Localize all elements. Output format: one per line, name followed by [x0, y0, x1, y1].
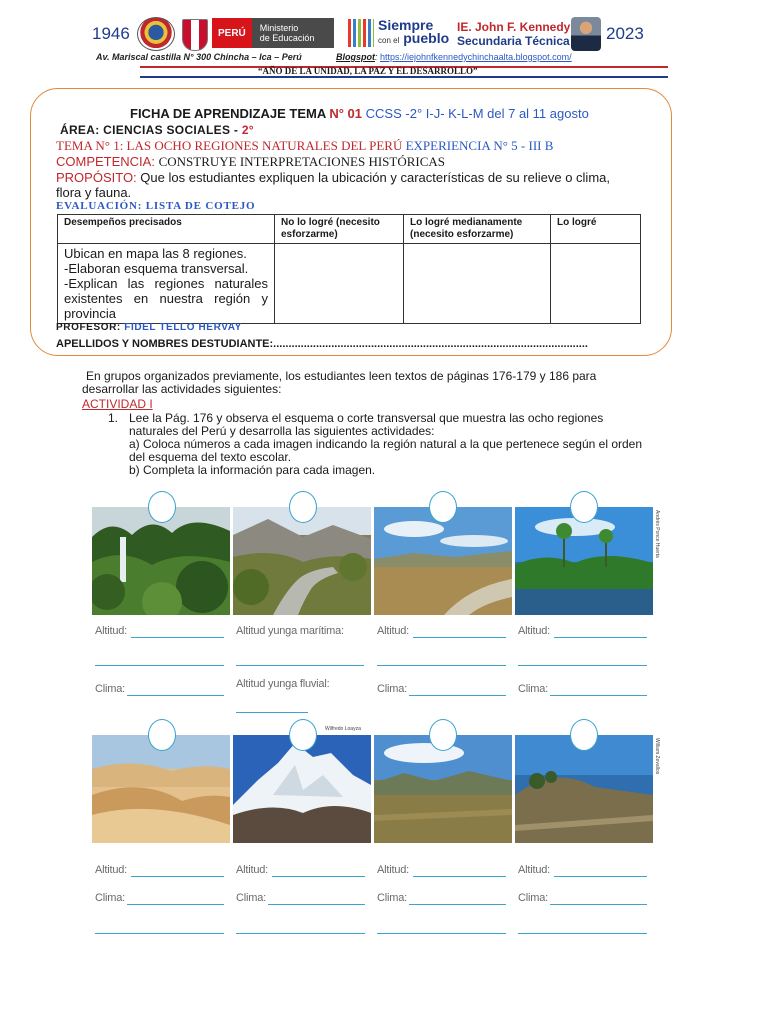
- field-clima: Clima:: [377, 892, 407, 904]
- photo-forest-waterfall: [92, 507, 230, 615]
- check-cell-logre[interactable]: [551, 244, 641, 324]
- blogspot-line: Blogspot: https://iejohnfkennedychinchaalta.blogspot.com/: [336, 52, 572, 62]
- header-rule-blue: [140, 76, 668, 78]
- blogspot-link[interactable]: https://iejohnfkennedychinchaalta.blogspot.com/: [380, 52, 572, 62]
- activities-intro: En grupos organizados previamente, los estudiantes leen textos de páginas 176-179 y 186 para desarrollar las actividades siguientes:: [82, 369, 597, 396]
- profesor-line: [56, 322, 242, 333]
- field-clima: Clima:: [377, 683, 407, 695]
- number-circle[interactable]: [570, 719, 598, 751]
- field-altitud: Altitud:: [518, 625, 551, 637]
- answer-line[interactable]: [95, 665, 224, 666]
- field-altitud: Altitud:: [377, 625, 410, 637]
- number-circle[interactable]: [570, 491, 598, 523]
- student-name-dots: .......................................................................................................: [273, 338, 588, 350]
- field-clima: Clima:: [95, 892, 125, 904]
- field-clima: Clima:: [95, 683, 125, 695]
- evaluation-title: EVALUACIÓN: LISTA DE COTEJO: [56, 200, 256, 212]
- row-line: Ubican en mapa las 8 regiones.: [64, 246, 247, 261]
- sub-item-a: a) Coloca números a cada imagen indicando la región natural a la que pertenece según el orden del esquema del texto escolar.: [129, 437, 643, 464]
- number-circle[interactable]: [148, 719, 176, 751]
- answer-line[interactable]: [413, 876, 506, 877]
- proposito-text: Que los estudiantes expliquen la ubicación y características de su relieve o clima, flora y fauna.: [56, 170, 610, 200]
- activity-title: ACTIVIDAD I: [82, 397, 153, 411]
- photo-puna-plateau: [374, 735, 512, 843]
- field-clima: Clima:: [236, 892, 266, 904]
- photo-desert-dunes: [92, 735, 230, 843]
- th-logre: Lo logré: [551, 215, 641, 244]
- answer-line[interactable]: [131, 637, 224, 638]
- field-altitud: Altitud:: [518, 864, 551, 876]
- field-altitud: Altitud:: [95, 625, 128, 637]
- photo-highland-plain: [374, 507, 512, 615]
- th-no-logre: No lo logré (necesito esforzarme): [275, 215, 404, 244]
- ficha-number: N° 01: [329, 106, 363, 121]
- answer-line[interactable]: [131, 876, 224, 877]
- slogan-small: con el: [378, 36, 400, 45]
- answer-line[interactable]: [554, 637, 647, 638]
- ficha-title-line: [130, 106, 589, 121]
- tema-label: TEMA N° 1: LAS OCHO REGIONES NATURALES DEL: [56, 138, 366, 153]
- proposito-block: [56, 170, 626, 200]
- answer-line[interactable]: [127, 695, 224, 696]
- answer-line[interactable]: [268, 904, 365, 905]
- number-circle[interactable]: [148, 491, 176, 523]
- number-circle[interactable]: [289, 491, 317, 523]
- slogan-line2: pueblo: [403, 30, 450, 46]
- answer-line[interactable]: [550, 904, 647, 905]
- item-number: 1.: [108, 411, 119, 425]
- area-label: ÁREA: CIENCIAS SOCIALES -: [60, 123, 239, 137]
- ficha-title: FICHA DE APRENDIZAJE TEMA: [130, 106, 326, 121]
- field-altitud: Altitud:: [95, 864, 128, 876]
- table-row: [58, 244, 641, 324]
- portrait-image: [571, 17, 601, 51]
- photo-jungle-river: [515, 507, 653, 615]
- answer-line[interactable]: [127, 904, 224, 905]
- tema-experiencia: EXPERIENCIA N° 5 - III B: [405, 138, 554, 153]
- sub-item-b: b) Completa la información para cada imagen.: [129, 463, 376, 477]
- answer-line[interactable]: [377, 665, 506, 666]
- answer-line[interactable]: [236, 712, 308, 713]
- competencia-label: COMPETENCIA:: [56, 154, 155, 169]
- photo-credit: Andrés Ponce Huerta: [654, 510, 660, 558]
- answer-line[interactable]: [236, 665, 364, 666]
- blogspot-label: Blogspot: [336, 52, 375, 62]
- th-desempenos: Desempeños precisados: [58, 215, 275, 244]
- check-cell-no-logre[interactable]: [275, 244, 404, 324]
- competencia-text: CONSTRUYE INTERPRETACIONES HISTÓRICAS: [158, 154, 446, 169]
- answer-line[interactable]: [409, 695, 506, 696]
- field-altitud: Altitud:: [377, 864, 410, 876]
- answer-line[interactable]: [377, 933, 506, 934]
- answer-line[interactable]: [95, 933, 224, 934]
- school-name-block: [457, 20, 570, 48]
- photo-credit: William Zevallos: [654, 738, 660, 775]
- profesor-name: FIDEL TELLO HERVAY: [124, 322, 242, 333]
- minedu-logo: [212, 18, 334, 48]
- school-address: Av. Mariscal castilla N° 300 Chincha – Ica – Perú: [96, 52, 302, 62]
- peru-shield-icon: [182, 19, 208, 51]
- photo-credit: Wilfredo Loayza: [325, 726, 361, 732]
- student-name-label: APELLIDOS Y NOMBRES DESTUDIANTE:: [56, 338, 274, 350]
- desempenos-cell: [58, 244, 275, 324]
- ficha-details: CCSS -2° I-J- K-L-M del 7 al 11 agosto: [365, 106, 589, 121]
- answer-line[interactable]: [272, 876, 365, 877]
- school-sub: Secundaria Técnica: [457, 34, 570, 48]
- field-altitud: Altitud:: [236, 864, 269, 876]
- table-header-row: [58, 215, 641, 244]
- answer-line[interactable]: [413, 637, 506, 638]
- row-line: -Explican las regiones naturales existentes en nuestra región y provincia: [64, 276, 268, 321]
- stripes-icon: [348, 19, 374, 47]
- answer-line[interactable]: [554, 876, 647, 877]
- field-clima: Clima:: [518, 683, 548, 695]
- checklist-table: [57, 214, 641, 324]
- field-clima: Clima:: [518, 892, 548, 904]
- number-circle[interactable]: [289, 719, 317, 751]
- number-circle[interactable]: [429, 491, 457, 523]
- minedu-line2: de Educación: [259, 33, 315, 43]
- minedu-line1: Ministerio: [259, 23, 299, 33]
- item-text: Lee la Pág. 176 y observa el esquema o corte transversal que muestra las ocho regiones naturales del Perú y desarrolla las siguientes actividades:: [129, 411, 604, 438]
- number-circle[interactable]: [429, 719, 457, 751]
- slogan-line1: Siempre: [378, 17, 434, 33]
- proposito-label: PROPÓSITO:: [56, 170, 137, 185]
- school-name: IE. John F. Kennedy: [457, 20, 571, 34]
- tema-line: [56, 138, 553, 154]
- area-line: [60, 123, 254, 137]
- photo-lake-terraces: [515, 735, 653, 843]
- minedu-country: PERÚ: [212, 18, 252, 48]
- item-instructions: [129, 412, 649, 477]
- answer-line[interactable]: [236, 933, 365, 934]
- tema-peru: PERÚ: [369, 138, 403, 153]
- photo-valley-river: [233, 507, 371, 615]
- year-current: 2023: [606, 24, 644, 43]
- answer-line[interactable]: [550, 695, 647, 696]
- check-cell-medianamente[interactable]: [404, 244, 551, 324]
- profesor-label: PROFESOR:: [56, 322, 121, 333]
- competencia-line: [56, 154, 445, 170]
- field-yunga-fluvial: Altitud yunga fluvial:: [236, 678, 330, 690]
- photo-snowy-peak: [233, 735, 371, 843]
- motto: “AÑO DE LA UNIDAD, LA PAZ Y EL DESARROLLO”: [258, 66, 478, 76]
- answer-line[interactable]: [518, 665, 647, 666]
- th-medianamente: Lo logré medianamente (necesito esforzarme): [404, 215, 551, 244]
- field-yunga-maritima: Altitud yunga marítima:: [236, 625, 344, 637]
- answer-line[interactable]: [409, 904, 506, 905]
- school-seal-icon: [137, 17, 175, 51]
- answer-line[interactable]: [518, 933, 647, 934]
- student-name-line[interactable]: [56, 338, 588, 350]
- area-grade: 2°: [241, 123, 254, 137]
- year-founded: 1946: [92, 24, 130, 43]
- siempre-con-el-pueblo-logo: [348, 19, 449, 47]
- row-line: -Elaboran esquema transversal.: [64, 261, 249, 276]
